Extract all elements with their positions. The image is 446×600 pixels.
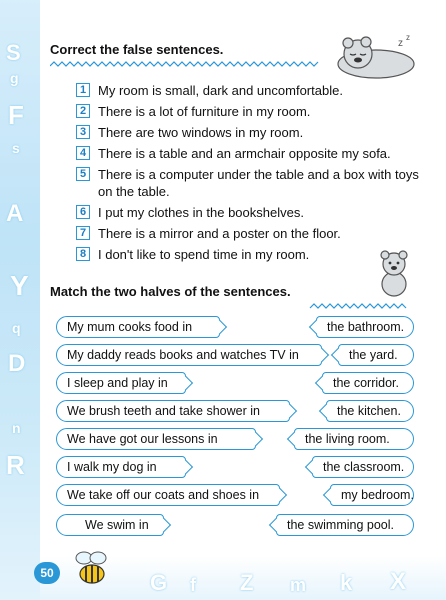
sentence-start: We have got our lessons in [56,428,256,450]
decor-letter-icon: S [6,40,21,65]
svg-text:z: z [406,34,410,42]
decor-letter-icon: g [10,70,19,86]
list-item [80,246,420,263]
sentence-start: My daddy reads books and watches TV in [56,344,322,366]
item-number: 5 [76,167,90,181]
bee-icon [70,548,114,588]
decor-letter-icon: Z [240,570,254,595]
decor-letter-icon: q [12,320,21,336]
item-text: There is a computer under the table and a box with toys on the table. [98,167,419,199]
item-text: I don't like to spend time in my room. [98,247,310,262]
item-number: 6 [76,205,90,219]
item-text: There is a mirror and a poster on the floor. [98,226,341,241]
sentence-start: I sleep and play in [56,372,186,394]
decor-letter-icon: F [8,100,24,130]
item-text: There is a table and an armchair opposite my sofa. [98,146,391,161]
list-item [80,204,420,221]
sentence-start: We brush teeth and take shower in [56,400,290,422]
heading-underline [50,302,410,310]
decor-letter-icon: k [340,570,353,595]
sentence-start: I walk my dog in [56,456,186,478]
decor-letter-icon: G [150,570,168,595]
item-number: 1 [76,83,90,97]
item-number: 3 [76,125,90,139]
sentence-start: We swim in [56,514,164,536]
item-number: 2 [76,104,90,118]
item-number: 8 [76,247,90,261]
sentence-start: We take off our coats and shoes in [56,484,280,506]
list-item [80,145,420,162]
item-text: There are two windows in my room. [98,125,304,140]
decor-letter-icon: s [12,140,20,156]
list-item [80,225,420,242]
decor-letter-icon: Y [10,270,29,301]
decor-letter-icon: n [12,420,21,436]
item-text: There is a lot of furniture in my room. [98,104,311,119]
sleeping-bear-icon [328,34,420,80]
section1-heading: Correct the false sentences. [50,42,224,57]
item-text: I put my clothes in the bookshelves. [98,205,304,220]
sentence-end: the classroom. [312,456,414,478]
list-item [80,82,420,99]
heading-underline [50,60,320,68]
page-number: 50 [34,562,60,584]
sentence-end: the yard. [338,344,414,366]
decor-letter-icon: D [8,350,26,377]
sentence-end: the kitchen. [326,400,414,422]
item-number: 7 [76,226,90,240]
item-number: 4 [76,146,90,160]
list-item [80,166,420,200]
list-item [80,124,420,141]
decor-letter-icon: m [290,575,307,595]
sentence-end: the corridor. [322,372,414,394]
sentence-start: My mum cooks food in [56,316,220,338]
decor-letter-icon: f [190,575,196,595]
sentence-end: my bedroom. [330,484,414,506]
decorative-sidebar [0,0,40,600]
list-item [80,103,420,120]
decor-letter-icon: X [390,568,407,595]
section2-heading: Match the two halves of the sentences. [50,284,291,299]
decor-letter-icon: R [6,450,25,480]
decor-letter-icon: A [6,200,24,227]
sentence-end: the bathroom. [316,316,414,338]
svg-text:z: z [398,38,403,49]
item-text: My room is small, dark and uncomfortable. [98,83,343,98]
sentence-end: the living room. [294,428,414,450]
sentence-end: the swimming pool. [276,514,414,536]
